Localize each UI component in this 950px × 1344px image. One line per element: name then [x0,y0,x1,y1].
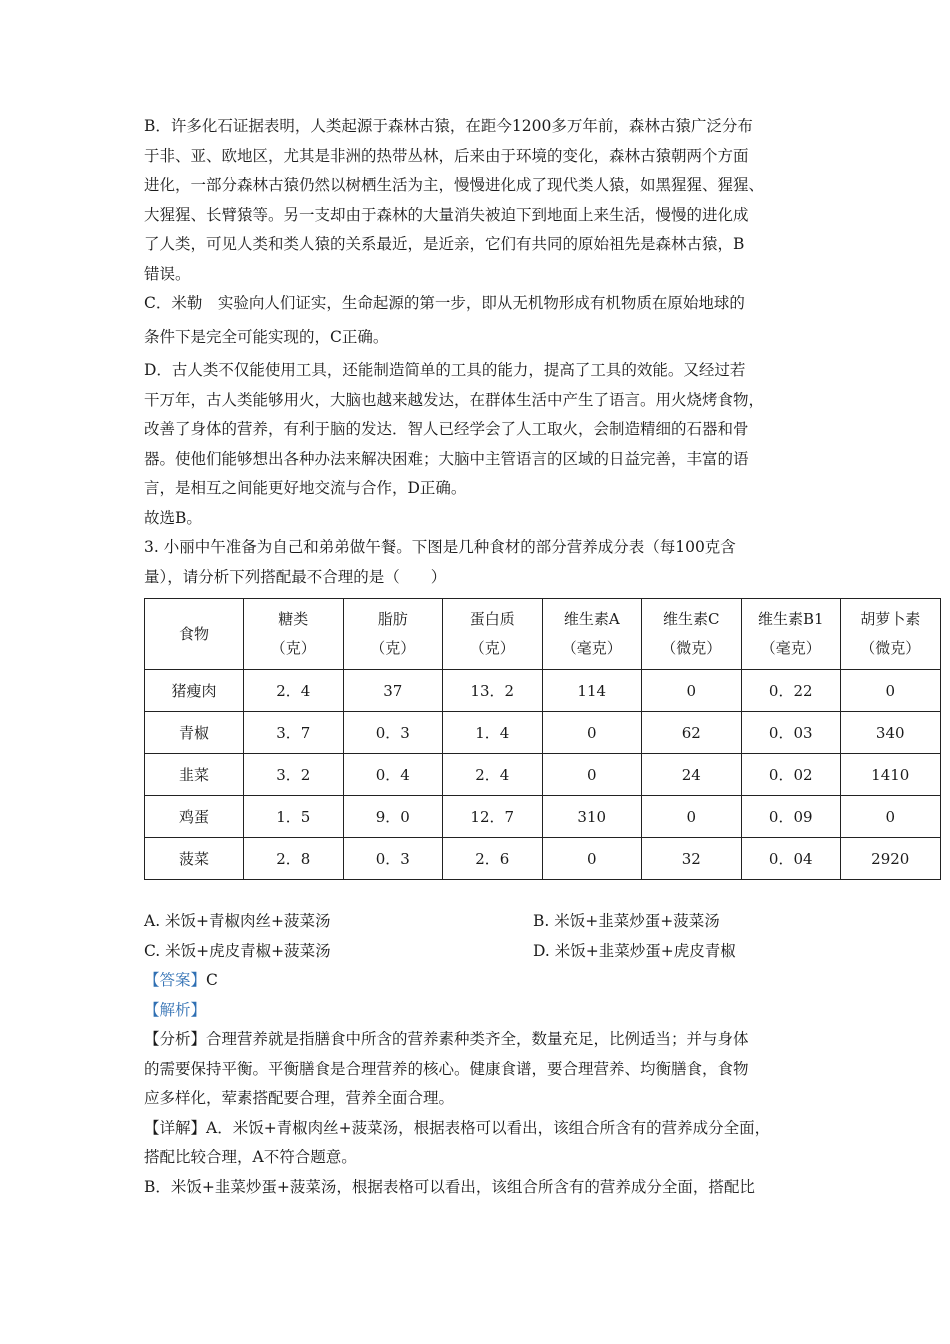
conclusion-line: 故选B。 [144,508,202,527]
header-cell: 维生素C （微克） [642,599,742,670]
header-cell: 维生素B1 （毫克） [741,599,841,670]
table-cell: 菠菜 [145,838,244,880]
question-line: 3. 小丽中午准备为自己和弟弟做午餐。下图是几种食材的部分营养成分表（每100克含 [144,538,736,556]
table-cell: 340 [841,712,941,754]
explanation-line: 言，是相互之间能更好地交流与合作，D正确。 [144,479,467,497]
answer-options [144,906,944,966]
explanation-line: 进化，一部分森林古猿仍然以树栖生活为主，慢慢进化成了现代类人猿，如黑猩猩、猩猩、 [144,176,765,194]
table-cell: 0．4 [343,754,443,796]
table-cell: 鸡蛋 [145,796,244,838]
table-cell: 32 [642,838,742,880]
header-cell: 食物 [145,599,244,670]
table-cell: 0．09 [741,796,841,838]
table-cell: 0 [542,838,642,880]
table-cell: 0．3 [343,838,443,880]
header-cell: 维生素A （毫克） [542,599,642,670]
table-cell: 0 [841,796,941,838]
analysis-line: 【详解】A．米饭+青椒肉丝+菠菜汤，根据表格可以看出，该组合所含有的营养成分全面， [144,1118,771,1137]
table-row [145,796,941,838]
table-cell: 3．2 [244,754,344,796]
table-cell: 0 [542,754,642,796]
analysis-line: 【分析】合理营养就是指膳食中所含的营养素种类齐全，数量充足，比例适当；并与身体 [144,1030,749,1048]
table-header-row [145,599,941,670]
explanation-line: 于非、亚、欧地区，尤其是非洲的热带丛林，后来由于环境的变化，森林古猿朝两个方面 [144,146,749,165]
table-cell: 青椒 [145,712,244,754]
table-cell: 1．4 [443,712,543,754]
table-cell: 2．4 [244,670,344,712]
table-cell: 韭菜 [145,754,244,796]
table-cell: 2．8 [244,838,344,880]
table-cell: 37 [343,670,443,712]
table-cell: 9．0 [343,796,443,838]
nutrition-table [144,598,941,880]
explanation-line: C．米勒 实验向人们证实，生命起源的第一步，即从无机物形成有机物质在原始地球的 [144,294,745,312]
header-cell: 糖类 （克） [244,599,344,670]
analysis-block [144,1025,944,1202]
table-row [145,712,941,754]
analysis-tag: 【解析】 [144,1000,207,1019]
explanation-line: D．古人类不仅能使用工具，还能制造简单的工具的能力，提高了工具的效能。又经过若 [144,361,746,379]
document-page [144,112,944,1202]
table-cell: 0 [642,796,742,838]
table-row [145,838,941,880]
analysis-line: 的需要保持平衡。平衡膳食是合理营养的核心。健康食谱，要合理营养、均衡膳食，食物 [144,1059,749,1078]
explanation-line: 器。使他们能够想出各种办法来解决困难；大脑中主管语言的区域的日益完善，丰富的语 [144,449,749,468]
analysis-line: 应多样化，荤素搭配要合理，营养全面合理。 [144,1089,455,1107]
table-cell: 2．6 [443,838,543,880]
option-c: C. 米饭+虎皮青椒+菠菜汤 [144,942,331,960]
answer-tag: 【答案】 [144,971,207,989]
table-cell: 3．7 [244,712,344,754]
table-cell: 0．04 [741,838,841,880]
options-row [144,936,944,966]
table-cell: 1410 [841,754,941,796]
answer-value: C [206,971,218,989]
table-cell: 62 [642,712,742,754]
explanation-line: 干万年，古人类能够用火，大脑也越来越发达，在群体生活中产生了语言。用火烧烤食物， [144,390,765,409]
table-cell: 2．4 [443,754,543,796]
explanation-line: 改善了身体的营养，有利于脑的发达．智人已经学会了人工取火，会制造精细的石器和骨 [144,420,749,438]
table-cell: 12．7 [443,796,543,838]
table-cell: 0．3 [343,712,443,754]
explanation-line: 了人类，可见人类和类人猿的关系最近，是近亲，它们有共同的原始祖先是森林古猿，B [144,235,745,253]
table-cell: 0 [542,712,642,754]
options-row [144,906,944,936]
table-cell: 0 [841,670,941,712]
explanation-line: B．许多化石证据表明，人类起源于森林古猿，在距今1200多万年前，森林古猿广泛分布 [144,117,753,135]
table-cell: 0．03 [741,712,841,754]
table-row [145,670,941,712]
header-cell: 脂肪 （克） [343,599,443,670]
question-line: 量），请分析下列搭配最不合理的是（ ） [144,567,447,586]
option-a: A. 米饭+青椒肉丝+菠菜汤 [144,912,331,930]
header-cell: 胡萝卜素 （微克） [841,599,941,670]
table-cell: 310 [542,796,642,838]
table-cell: 0．22 [741,670,841,712]
analysis-line: B．米饭+韭菜炒蛋+菠菜汤，根据表格可以看出，该组合所含有的营养成分全面，搭配比 [144,1177,755,1196]
option-b: B. 米饭+韭菜炒蛋+菠菜汤 [533,912,720,930]
explanation-block [144,112,944,533]
analysis-line: 搭配比较合理，A不符合题意。 [144,1148,357,1166]
explanation-line: 条件下是完全可能实现的，C正确。 [144,327,389,346]
table-cell: 114 [542,670,642,712]
table-cell: 0 [642,670,742,712]
table-cell: 1．5 [244,796,344,838]
header-cell: 蛋白质 （克） [443,599,543,670]
table-row [145,754,941,796]
question-stem [144,533,944,592]
answer-line [144,966,944,996]
explanation-line: 大猩猩、长臂猿等。另一支却由于森林的大量消失被迫下到地面上来生活，慢慢的进化成 [144,205,749,224]
table-cell: 24 [642,754,742,796]
table-cell: 2920 [841,838,941,880]
option-d: D. 米饭+韭菜炒蛋+虎皮青椒 [533,942,736,960]
explanation-line: 错误。 [144,264,191,283]
table-cell: 13．2 [443,670,543,712]
table-cell: 猪瘦肉 [145,670,244,712]
table-cell: 0．02 [741,754,841,796]
